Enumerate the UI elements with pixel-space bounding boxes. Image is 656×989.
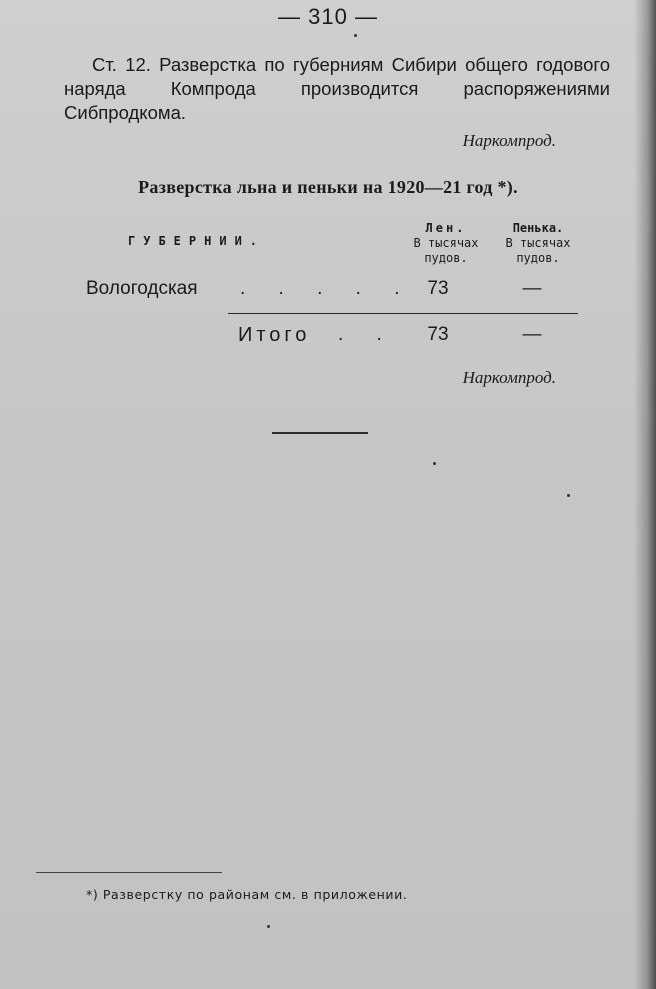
page-shadow <box>634 0 656 989</box>
column-header-flax-unit: В тысячах <box>413 236 479 250</box>
total-label: Итого <box>238 324 311 346</box>
column-header-flax <box>398 221 494 266</box>
table-title: Разверстка льна и пеньки на 1920—21 год *). <box>138 177 518 197</box>
print-speck <box>354 34 357 37</box>
table-row-hemp-value: — <box>522 278 542 299</box>
table-row-region: Вологодская <box>86 278 198 299</box>
page-number: — 310 — <box>278 4 378 29</box>
column-header-hemp-title: Пенька. <box>512 221 564 235</box>
column-header-region: ГУБЕРНИИ. <box>128 234 266 248</box>
print-speck <box>433 462 436 465</box>
signature-narkomprod-1: Наркомпрод. <box>462 131 556 150</box>
table-row-leader-dots: . . . . . <box>240 278 414 299</box>
table-row-flax-value: 73 <box>427 278 449 299</box>
column-header-hemp-unit2: пудов. <box>516 251 560 265</box>
total-flax-value: 73 <box>427 324 449 345</box>
print-speck <box>267 925 270 928</box>
print-speck <box>567 494 570 497</box>
article-12-text: Ст. 12. Разверстка по губерниям Сибири общего годового наряда Компрода производится распоряжениями Сибпродкома. <box>64 54 610 123</box>
section-separator <box>272 432 368 434</box>
footnote-rule <box>36 872 222 873</box>
table-total-rule <box>228 313 578 314</box>
total-hemp-value: — <box>522 324 542 345</box>
signature-narkomprod-2: Наркомпрод. <box>462 368 556 387</box>
column-header-hemp-unit: В тысячах <box>505 236 571 250</box>
column-header-hemp <box>492 221 584 266</box>
column-header-flax-unit2: пудов. <box>424 251 468 265</box>
footnote: *) Разверстку по районам см. в приложении. <box>86 887 408 902</box>
total-leader-dots: . . <box>338 324 396 345</box>
column-header-flax-title: Лен. <box>425 221 467 235</box>
